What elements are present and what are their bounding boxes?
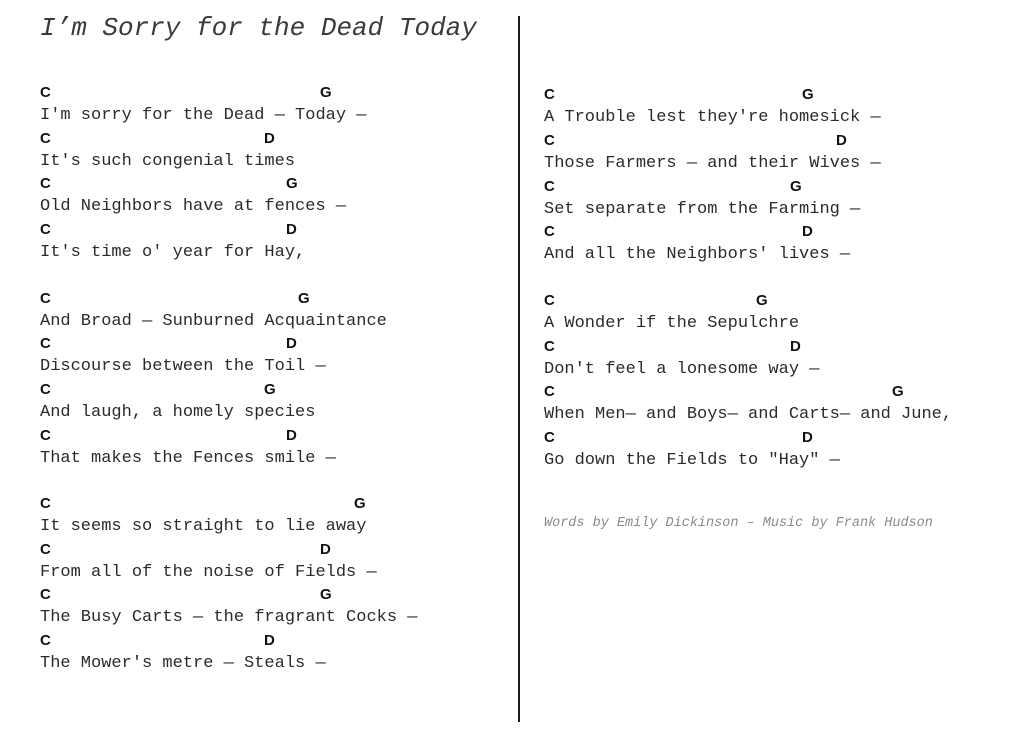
lyric-line: Set separate from the Farming — [544, 200, 861, 219]
lyric-line: It seems so straight to lie away [40, 517, 367, 536]
chord: G [756, 292, 768, 309]
chord-line-pair [40, 221, 306, 293]
lyric-line: Go down the Fields to "Hay" — [544, 451, 840, 470]
column-divider [518, 16, 520, 722]
chord-row [40, 541, 520, 561]
lyric-line: From all of the noise of Fields — [40, 563, 377, 582]
chord: C [40, 221, 51, 238]
chord: C [40, 175, 51, 192]
chord-row [544, 178, 1024, 198]
lyric-line: Old Neighbors have at fences — [40, 197, 347, 216]
lyric-line: It's such congenial times [40, 152, 296, 171]
chord-row [40, 495, 520, 515]
chord: D [264, 632, 275, 649]
chord: C [40, 632, 51, 649]
lyric-line: Discourse between the Toil — [40, 357, 326, 376]
chord: D [802, 429, 813, 446]
chord: D [286, 427, 297, 444]
lyric-line: And laugh, a homely species [40, 403, 316, 422]
chord-row [544, 223, 1024, 243]
chord: C [40, 290, 51, 307]
chord: C [544, 429, 555, 446]
chord: G [264, 381, 276, 398]
lyric-line: And Broad — Sunburned Acquaintance [40, 312, 387, 331]
chord-row [544, 338, 1024, 358]
chord: D [286, 221, 297, 238]
chord-row [544, 132, 1024, 152]
chord-row [40, 586, 520, 606]
chord: D [320, 541, 331, 558]
chord: D [264, 130, 275, 147]
chord: D [836, 132, 847, 149]
chord: D [802, 223, 813, 240]
chord-line-pair [544, 223, 851, 295]
chord-line-pair [40, 427, 336, 499]
lyric-line: A Trouble lest they're homesick — [544, 108, 881, 127]
chord: C [40, 130, 51, 147]
chord: D [286, 335, 297, 352]
lyric-line: That makes the Fences smile — [40, 449, 336, 468]
chord: C [544, 383, 555, 400]
chord: D [790, 338, 801, 355]
chord: C [544, 223, 555, 240]
chord-row [40, 130, 520, 150]
lyric-line: It's time o' year for Hay, [40, 243, 306, 262]
chord: G [892, 383, 904, 400]
chord-row [544, 383, 1024, 403]
chord-row [40, 221, 520, 241]
chord: C [40, 427, 51, 444]
chord: C [40, 586, 51, 603]
chord-row [40, 632, 520, 652]
lyric-line: The Busy Carts — the fragrant Cocks — [40, 608, 418, 627]
chord-line-pair [40, 632, 326, 704]
song-title: I’m Sorry for the Dead Today [40, 13, 477, 43]
lyric-line: Don't feel a lonesome way — [544, 360, 820, 379]
chord-row [40, 427, 520, 447]
chord: G [790, 178, 802, 195]
chord: G [354, 495, 366, 512]
lyric-line: And all the Neighbors' lives — [544, 245, 851, 264]
chord: G [286, 175, 298, 192]
chord: C [544, 292, 555, 309]
chord: C [40, 84, 51, 101]
chord-row [40, 175, 520, 195]
chord: G [320, 84, 332, 101]
lyric-line: When Men— and Boys— and Carts— and June, [544, 405, 953, 424]
credits-line: Words by Emily Dickinson – Music by Frank Hudson [544, 516, 933, 531]
chord-row [40, 335, 520, 355]
chord: C [544, 132, 555, 149]
lyric-line: The Mower's metre — Steals — [40, 654, 326, 673]
chord: C [544, 178, 555, 195]
chord: C [40, 381, 51, 398]
chord: G [802, 86, 814, 103]
chord-row [40, 290, 520, 310]
chord-row [544, 292, 1024, 312]
chord-row [40, 84, 520, 104]
chord: C [40, 541, 51, 558]
chord: C [544, 86, 555, 103]
chord: G [320, 586, 332, 603]
chord-row [544, 429, 1024, 449]
chord-line-pair [544, 429, 840, 501]
chord: G [298, 290, 310, 307]
chord: C [40, 335, 51, 352]
lyric-line: I'm sorry for the Dead — Today — [40, 106, 367, 125]
lyric-line: Those Farmers — and their Wives — [544, 154, 881, 173]
chord-row [544, 86, 1024, 106]
lyric-line: A Wonder if the Sepulchre [544, 314, 800, 333]
chord: C [40, 495, 51, 512]
chord: C [544, 338, 555, 355]
chord-row [40, 381, 520, 401]
